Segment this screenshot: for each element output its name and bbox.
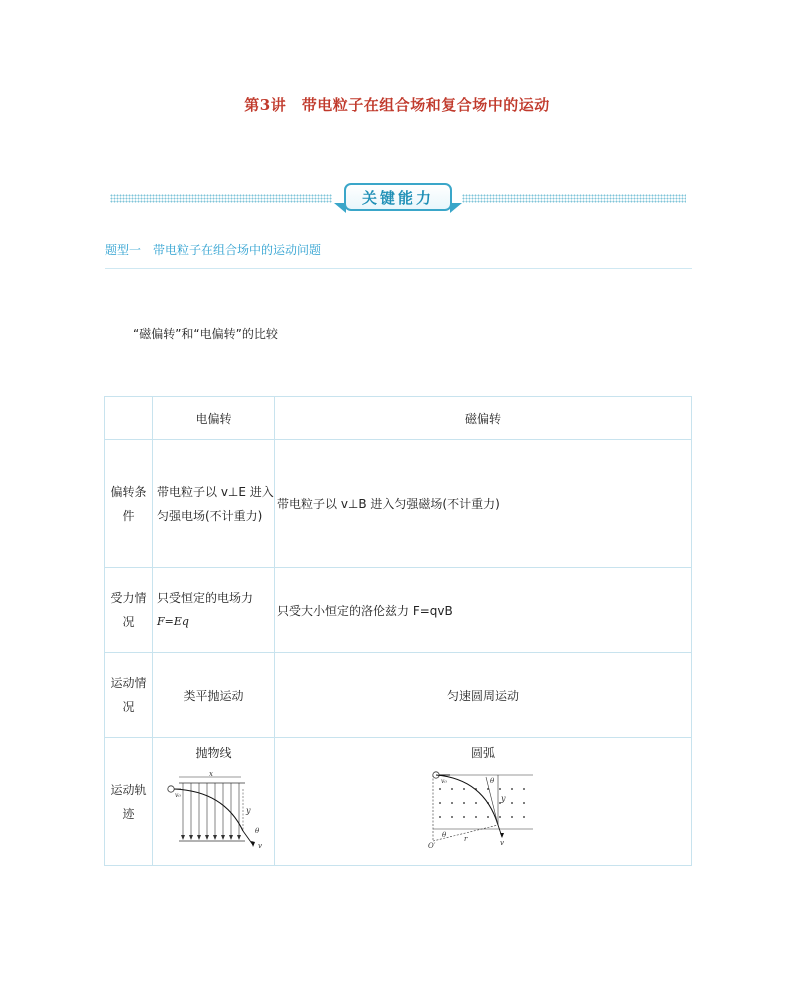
parabola-theta-label: θ [254, 827, 259, 835]
cell-condition-magnetic: 带电粒子以 v⊥B 进入匀强磁场(不计重力) [275, 440, 692, 568]
table-row [105, 653, 692, 738]
arc-r-label: r [464, 835, 468, 843]
trajectory-electric-caption: 抛物线 [195, 746, 232, 760]
key-ability-banner [110, 183, 686, 213]
header-blank [105, 397, 153, 440]
table-row [105, 440, 692, 568]
parabola-diagram [159, 769, 269, 849]
arc-v-label: v [500, 839, 504, 847]
header-electric: 电偏转 [153, 397, 275, 440]
force-electric-text: 只受恒定的电场力 [157, 591, 254, 605]
trajectory-magnetic-caption: 圆弧 [470, 746, 495, 760]
table-row [105, 568, 692, 653]
cell-force-electric [153, 568, 275, 653]
arc-v0-label: v₀ [441, 778, 447, 785]
arc-origin-label: O′ [428, 842, 436, 849]
cell-force-magnetic: 只受大小恒定的洛伦兹力 F=qvB [275, 568, 692, 653]
section-heading: 题型一 带电粒子在组合场中的运动问题 [105, 241, 692, 269]
cell-trajectory-magnetic [275, 738, 692, 866]
parabola-v-label: v [257, 842, 262, 849]
table-row [105, 738, 692, 866]
row-label-motion: 运动情况 [105, 653, 153, 738]
force-electric-formula: F=Eq [157, 615, 189, 628]
header-magnetic: 磁偏转 [275, 397, 692, 440]
row-label-condition: 偏转条件 [105, 440, 153, 568]
banner-dots-left [110, 194, 332, 203]
comparison-table [104, 396, 692, 866]
magnetic-field-dots [439, 788, 525, 818]
row-label-trajectory: 运动轨迹 [105, 738, 153, 866]
intro-text: “磁偏转”和“电偏转”的比较 [133, 327, 278, 341]
page-title: 第3讲 带电粒子在组合场和复合场中的运动 [244, 96, 550, 114]
parabola-x-label: x [208, 770, 213, 778]
banner-dots-right [462, 194, 686, 203]
cell-trajectory-electric [153, 738, 275, 866]
circular-arc-diagram [428, 769, 538, 849]
cell-condition-electric: 带电粒子以 v⊥E 进入匀强电场(不计重力) [153, 440, 275, 568]
arc-y-label: y [501, 794, 506, 803]
arc-theta-bottom-label: θ [442, 831, 447, 839]
cell-motion-magnetic: 匀速圆周运动 [275, 653, 692, 738]
table-header-row [105, 397, 692, 440]
arc-theta-top-label: θ [490, 777, 495, 785]
cell-motion-electric: 类平抛运动 [153, 653, 275, 738]
parabola-v0-label: v₀ [174, 792, 181, 799]
banner-ribbon-right [450, 203, 462, 213]
row-label-force: 受力情况 [105, 568, 153, 653]
banner-badge: 关键能力 [344, 183, 452, 211]
parabola-y-label: y [245, 806, 251, 815]
